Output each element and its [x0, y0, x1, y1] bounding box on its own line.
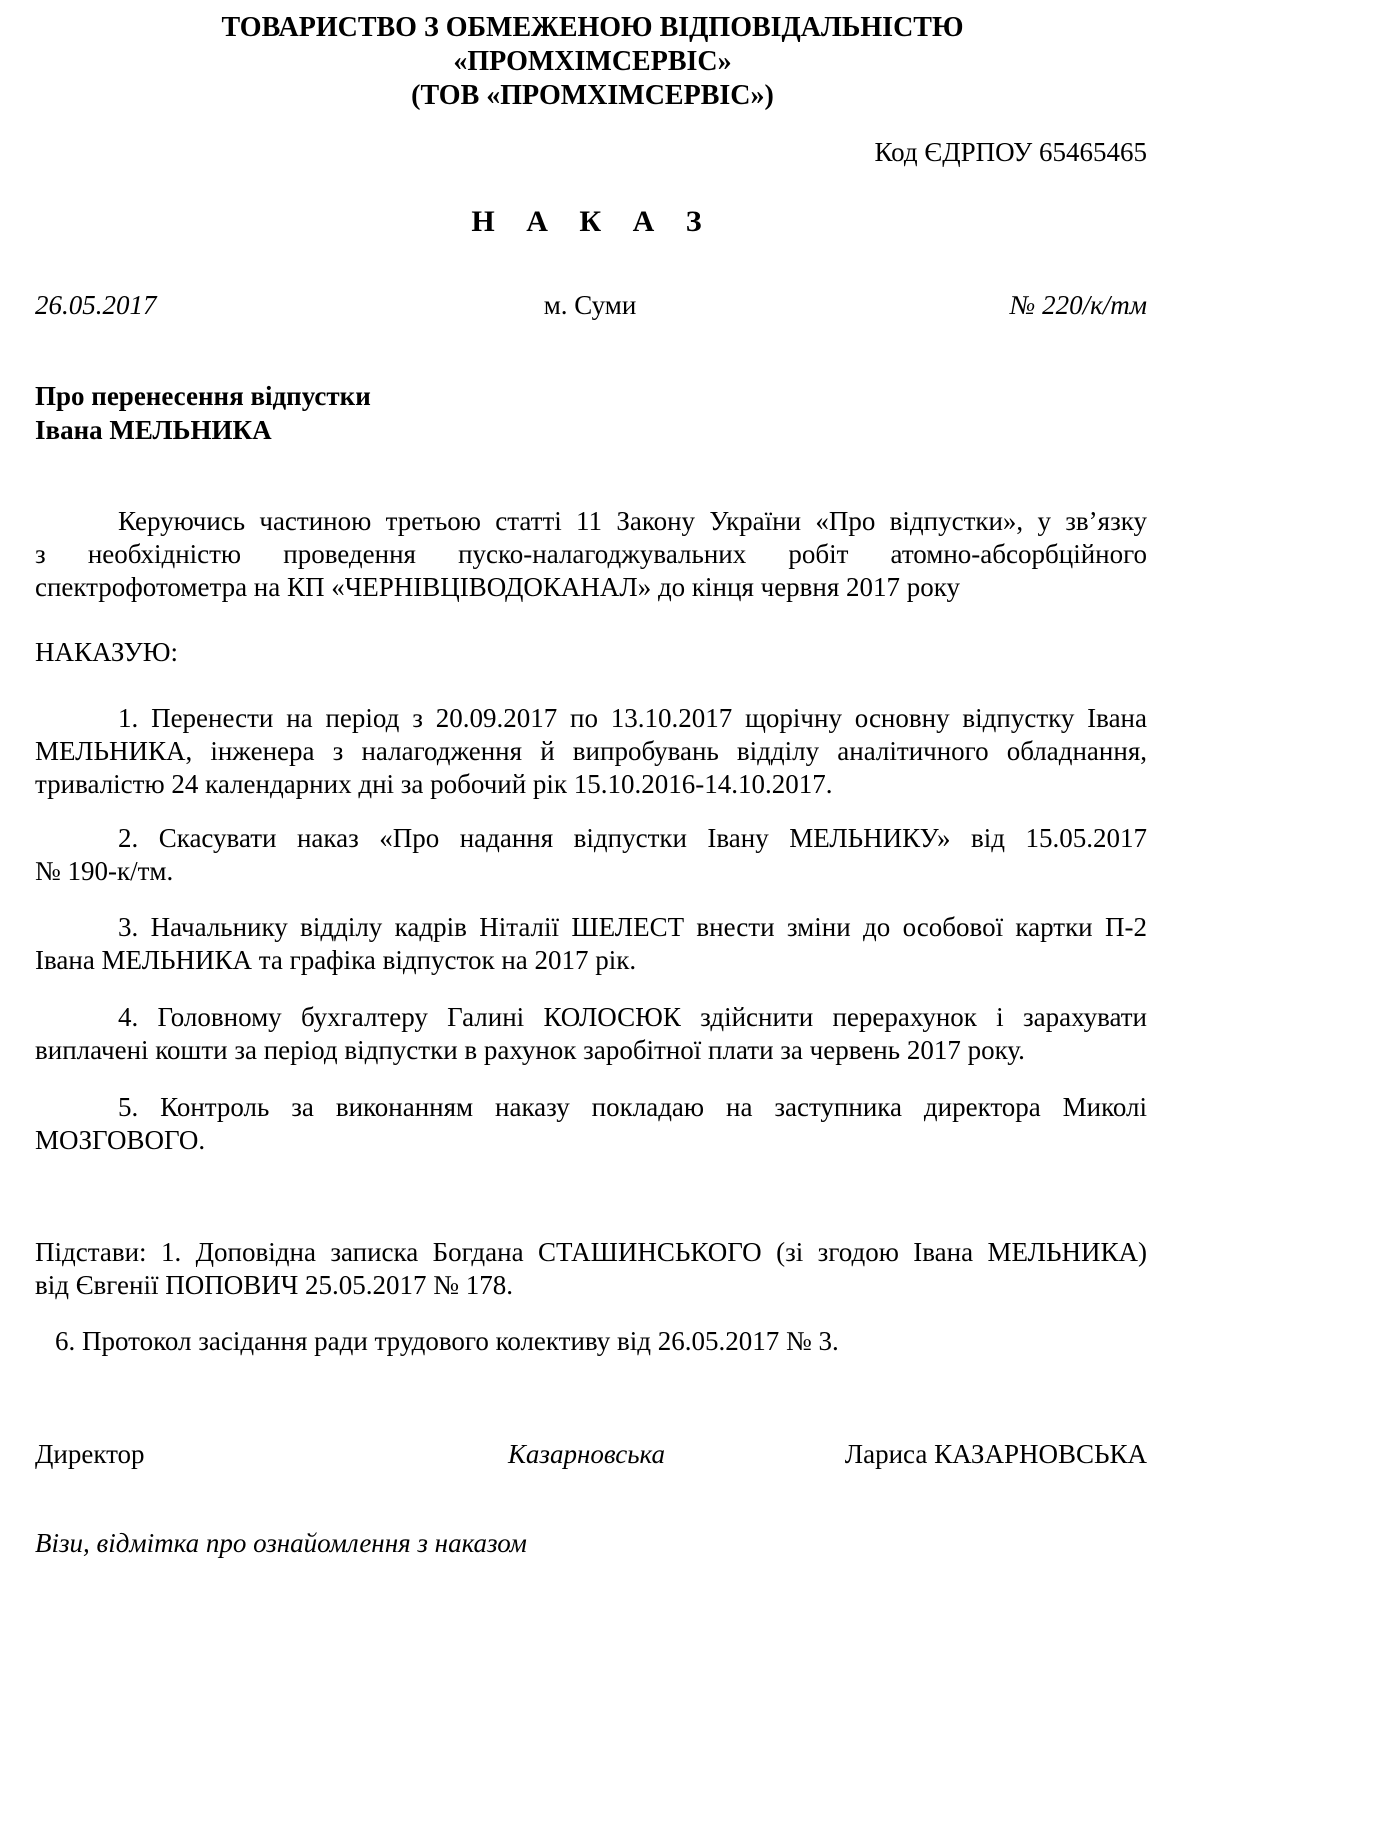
item-1-line1: 1. Перенести на період з 20.09.2017 по 13.10.2017 щорічну основну відпустку Івана — [118, 703, 1147, 733]
visas-note: Візи, відмітка про ознайомлення з наказом — [35, 1528, 527, 1558]
company-short-name: (ТОВ «ПРОМХІМСЕРВІС») — [411, 80, 774, 111]
subject-line2: Івана МЕЛЬНИКА — [35, 415, 272, 445]
signatory-position: Директор — [35, 1439, 145, 1469]
item-3-line2: Івана МЕЛЬНИКА та графіка відпусток на 2017 рік. — [35, 945, 637, 975]
document-title: Н А К А З — [471, 205, 714, 238]
preamble-line3: спектрофотометра на КП «ЧЕРНІВЦІВОДОКАНАЛ» до кінця червня 2017 року — [35, 572, 961, 602]
item-2-line2: № 190-к/тм. — [35, 856, 174, 886]
signatory-name: Лариса КАЗАРНОВСЬКА — [844, 1439, 1147, 1469]
grounds-line3: 6. Протокол засідання ради трудового колективу від 26.05.2017 № 3. — [55, 1326, 839, 1356]
item-4-line1: 4. Головному бухгалтеру Галині КОЛОСЮК здійснити перерахунок і зарахувати — [118, 1002, 1147, 1032]
order-number: № 220/к/тм — [1009, 290, 1147, 320]
grounds-line1: Підстави: 1. Доповідна записка Богдана СТАШИНСЬКОГО (зі згодою Івана МЕЛЬНИКА) — [35, 1237, 1147, 1267]
grounds-line2: від Євгенії ПОПОВИЧ 25.05.2017 № 178. — [35, 1270, 514, 1300]
preamble-line1: Керуючись частиною третьою статті 11 Закону України «Про відпустки», у зв’язку — [118, 506, 1147, 536]
signature: Казарновська — [508, 1439, 665, 1469]
item-2-line1: 2. Скасувати наказ «Про надання відпустки Івану МЕЛЬНИКУ» від 15.05.2017 — [118, 823, 1147, 853]
item-1-line2: МЕЛЬНИКА, інженера з налагодження й випробувань відділу аналітичного обладнання, — [35, 736, 1147, 766]
order-city: м. Суми — [543, 290, 637, 320]
item-5-line1: 5. Контроль за виконанням наказу покладаю на заступника директора Миколі — [118, 1092, 1147, 1122]
item-1-line3: тривалістю 24 календарних дні за робочий рік 15.10.2016-14.10.2017. — [35, 769, 833, 799]
edrpou-code: Код ЄДРПОУ 65465465 — [874, 137, 1147, 167]
order-word: НАКАЗУЮ: — [35, 637, 179, 667]
item-5-line2: МОЗГОВОГО. — [35, 1125, 206, 1155]
subject-line1: Про перенесення відпустки — [35, 381, 371, 411]
order-date: 26.05.2017 — [35, 290, 157, 320]
item-3-line1: 3. Начальнику відділу кадрів Ніталії ШЕЛЕСТ внести зміни до особової картки П-2 — [118, 912, 1147, 942]
item-4-line2: виплачені кошти за період відпустки в рахунок заробітної плати за червень 2017 року. — [35, 1035, 1025, 1065]
preamble-line2: з необхідністю проведення пуско-налагоджувальних робіт атомно-абсорбційного — [35, 539, 1147, 569]
company-name-line1: ТОВАРИСТВО З ОБМЕЖЕНОЮ ВІДПОВІДАЛЬНІСТЮ — [221, 12, 964, 43]
company-name-line2: «ПРОМХІМСЕРВІС» — [453, 46, 732, 77]
